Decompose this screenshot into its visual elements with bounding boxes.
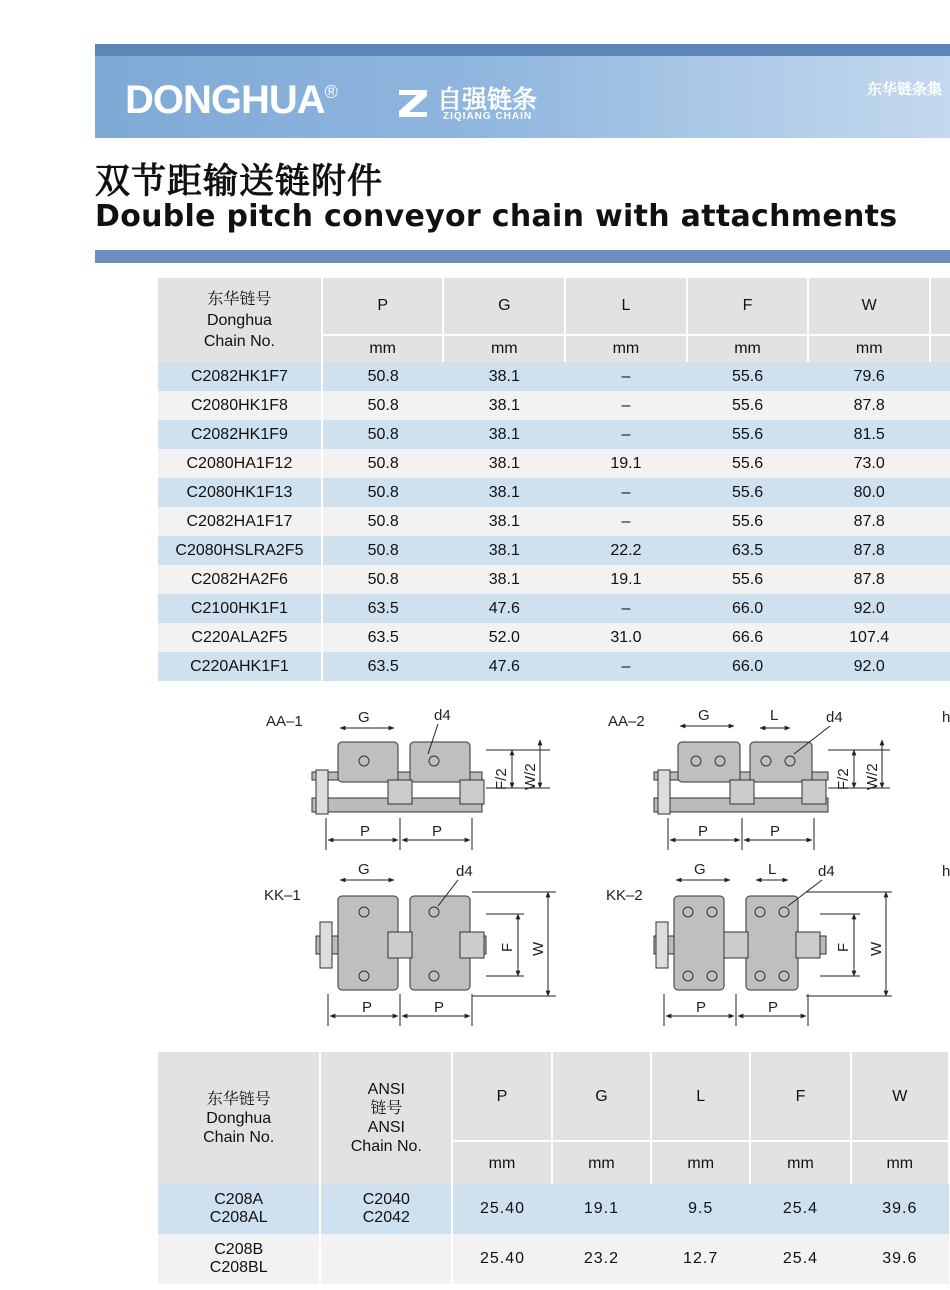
svg-text:F: F bbox=[499, 942, 516, 952]
table-row bbox=[158, 420, 950, 449]
value-cell: 87.8 bbox=[808, 565, 930, 594]
cut-cell bbox=[930, 391, 950, 420]
cut-cell bbox=[930, 478, 950, 507]
value-cell: 50.8 bbox=[322, 565, 444, 594]
svg-text:W: W bbox=[530, 941, 547, 956]
value-cell: 73.0 bbox=[808, 449, 930, 478]
chain-no-cell: C220AHK1F1 bbox=[158, 652, 322, 681]
value-cell: 31.0 bbox=[565, 623, 687, 652]
value-cell: 22.2 bbox=[565, 536, 687, 565]
value-cell: 63.5 bbox=[322, 652, 444, 681]
ansi-cell: C2040 C2042 bbox=[320, 1184, 452, 1234]
brand-cn: 自强链条 bbox=[437, 85, 538, 114]
banner-right-text: 东华链条集 bbox=[867, 80, 943, 98]
chain-no-cell: C2080HK1F13 bbox=[158, 478, 322, 507]
value-cell: 92.0 bbox=[808, 652, 930, 681]
unit-cell-cut bbox=[930, 335, 950, 362]
svg-text:G: G bbox=[694, 861, 706, 878]
spec-table-2 bbox=[158, 1052, 950, 1284]
col-header: G bbox=[552, 1052, 651, 1141]
value-cell: 38.1 bbox=[443, 478, 565, 507]
svg-text:W/2: W/2 bbox=[522, 763, 539, 790]
chain-no-cell: C208A C208AL bbox=[158, 1184, 320, 1234]
page-title-en: Double pitch conveyor chain with attachments bbox=[95, 199, 898, 234]
diagram-kk1 bbox=[264, 861, 556, 1026]
spec-table-1 bbox=[158, 278, 950, 681]
header-banner bbox=[95, 44, 950, 138]
value-cell: 38.1 bbox=[443, 565, 565, 594]
value-cell: 55.6 bbox=[687, 391, 809, 420]
table-row bbox=[158, 652, 950, 681]
table-row bbox=[158, 565, 950, 594]
svg-text:h: h bbox=[942, 863, 950, 880]
cut-cell bbox=[930, 362, 950, 391]
chain-no-cell: C220ALA2F5 bbox=[158, 623, 322, 652]
table-row bbox=[158, 623, 950, 652]
value-cell: 50.8 bbox=[322, 478, 444, 507]
value-cell: – bbox=[565, 507, 687, 536]
chain-no-cell: C2080HSLRA2F5 bbox=[158, 536, 322, 565]
col-header: F bbox=[750, 1052, 850, 1141]
diagram-label: KK–1 bbox=[264, 887, 301, 904]
value-cell: – bbox=[565, 652, 687, 681]
chain-no-cell: C2082HK1F7 bbox=[158, 362, 322, 391]
value-cell: 19.1 bbox=[565, 565, 687, 594]
chain-no-cell: C2082HA2F6 bbox=[158, 565, 322, 594]
svg-text:L: L bbox=[770, 707, 779, 724]
svg-text:G: G bbox=[698, 707, 710, 724]
unit-cell: mm bbox=[808, 335, 930, 362]
unit-cell: mm bbox=[750, 1141, 850, 1184]
value-cell: 63.5 bbox=[322, 623, 444, 652]
value-cell: 25.40 bbox=[452, 1234, 552, 1284]
value-cell: 92.0 bbox=[808, 594, 930, 623]
value-cell: 55.6 bbox=[687, 565, 809, 594]
value-cell: 39.6 bbox=[851, 1234, 949, 1284]
table-row bbox=[158, 507, 950, 536]
svg-text:F/2: F/2 bbox=[835, 768, 852, 790]
value-cell: 55.6 bbox=[687, 449, 809, 478]
cut-cell bbox=[930, 449, 950, 478]
chain-no-cell: C2080HK1F8 bbox=[158, 391, 322, 420]
value-cell: – bbox=[565, 478, 687, 507]
svg-text:P: P bbox=[434, 999, 445, 1016]
value-cell: 9.5 bbox=[651, 1184, 750, 1234]
svg-text:P: P bbox=[360, 823, 371, 840]
cut-cell bbox=[930, 623, 950, 652]
value-cell: 63.5 bbox=[687, 536, 809, 565]
page-title-cn: 双节距输送链附件 bbox=[95, 162, 384, 202]
value-cell: 38.1 bbox=[443, 536, 565, 565]
table-row bbox=[158, 362, 950, 391]
value-cell: 81.5 bbox=[808, 420, 930, 449]
cut-cell bbox=[930, 565, 950, 594]
unit-cell: mm bbox=[851, 1141, 949, 1184]
col-header: L bbox=[651, 1052, 750, 1141]
value-cell: 50.8 bbox=[322, 449, 444, 478]
diagram-kk2 bbox=[606, 861, 950, 1026]
col-header: W bbox=[851, 1052, 949, 1141]
value-cell: 19.1 bbox=[565, 449, 687, 478]
value-cell: 47.6 bbox=[443, 594, 565, 623]
table-row bbox=[158, 478, 950, 507]
value-cell: 87.8 bbox=[808, 536, 930, 565]
diagram-label: AA–1 bbox=[266, 713, 303, 730]
unit-cell: mm bbox=[552, 1141, 651, 1184]
value-cell: 79.6 bbox=[808, 362, 930, 391]
svg-text:d4: d4 bbox=[818, 863, 835, 880]
svg-text:G: G bbox=[358, 709, 370, 726]
diagram-label: AA–2 bbox=[608, 713, 645, 730]
value-cell: 52.0 bbox=[443, 623, 565, 652]
svg-text:P: P bbox=[768, 999, 779, 1016]
value-cell: 38.1 bbox=[443, 391, 565, 420]
table-row bbox=[158, 1184, 949, 1234]
svg-text:P: P bbox=[362, 999, 373, 1016]
value-cell: 66.0 bbox=[687, 652, 809, 681]
chain-no-header: 东华链号 Donghua Chain No. bbox=[158, 278, 322, 362]
chain-no-cell: C2100HK1F1 bbox=[158, 594, 322, 623]
chain-no-cell: C208B C208BL bbox=[158, 1234, 320, 1284]
value-cell: – bbox=[565, 362, 687, 391]
unit-cell: mm bbox=[651, 1141, 750, 1184]
value-cell: 47.6 bbox=[443, 652, 565, 681]
title-rule bbox=[95, 250, 950, 263]
unit-cell: mm bbox=[452, 1141, 552, 1184]
chain-no-header: 东华链号 Donghua Chain No. bbox=[158, 1052, 320, 1184]
value-cell: – bbox=[565, 391, 687, 420]
value-cell: 38.1 bbox=[443, 362, 565, 391]
chain-no-cell: C2082HA1F17 bbox=[158, 507, 322, 536]
svg-text:F: F bbox=[835, 942, 852, 952]
value-cell: 87.8 bbox=[808, 391, 930, 420]
value-cell: 23.2 bbox=[552, 1234, 651, 1284]
value-cell: 107.4 bbox=[808, 623, 930, 652]
svg-text:W/2: W/2 bbox=[864, 763, 881, 790]
unit-cell: mm bbox=[322, 335, 444, 362]
value-cell: 55.6 bbox=[687, 420, 809, 449]
cut-cell bbox=[930, 420, 950, 449]
unit-cell: mm bbox=[565, 335, 687, 362]
value-cell: 12.7 bbox=[651, 1234, 750, 1284]
svg-text:d4: d4 bbox=[456, 863, 473, 880]
value-cell: 50.8 bbox=[322, 420, 444, 449]
unit-cell: mm bbox=[687, 335, 809, 362]
value-cell: 38.1 bbox=[443, 507, 565, 536]
ziqiang-logo-icon bbox=[397, 86, 431, 120]
table-row bbox=[158, 536, 950, 565]
svg-text:P: P bbox=[698, 823, 709, 840]
table-row bbox=[158, 594, 950, 623]
svg-text:W: W bbox=[868, 941, 885, 956]
svg-text:d4: d4 bbox=[434, 707, 451, 724]
value-cell: 50.8 bbox=[322, 391, 444, 420]
cut-cell bbox=[930, 507, 950, 536]
brand-en: ZIQIANG CHAIN bbox=[443, 111, 533, 122]
cut-cell bbox=[930, 652, 950, 681]
value-cell: 63.5 bbox=[322, 594, 444, 623]
diagram-aa2 bbox=[608, 707, 950, 850]
value-cell: – bbox=[565, 420, 687, 449]
value-cell: 55.6 bbox=[687, 362, 809, 391]
value-cell: 50.8 bbox=[322, 536, 444, 565]
table-row bbox=[158, 1234, 949, 1284]
table-row bbox=[158, 391, 950, 420]
value-cell: 50.8 bbox=[322, 507, 444, 536]
value-cell: 38.1 bbox=[443, 420, 565, 449]
svg-text:G: G bbox=[358, 861, 370, 878]
cut-cell bbox=[930, 536, 950, 565]
ansi-header: ANSI 链号 ANSI Chain No. bbox=[320, 1052, 452, 1184]
value-cell: 25.4 bbox=[750, 1234, 850, 1284]
value-cell: 38.1 bbox=[443, 449, 565, 478]
value-cell: 55.6 bbox=[687, 507, 809, 536]
value-cell: 19.1 bbox=[552, 1184, 651, 1234]
diagram-aa1 bbox=[266, 707, 550, 850]
svg-text:L: L bbox=[768, 861, 777, 878]
svg-text:d4: d4 bbox=[826, 709, 843, 726]
value-cell: 66.0 bbox=[687, 594, 809, 623]
value-cell: 80.0 bbox=[808, 478, 930, 507]
value-cell: 25.4 bbox=[750, 1184, 850, 1234]
value-cell: 87.8 bbox=[808, 507, 930, 536]
chain-no-cell: C2082HK1F9 bbox=[158, 420, 322, 449]
svg-text:P: P bbox=[432, 823, 443, 840]
chain-no-cell: C2080HA1F12 bbox=[158, 449, 322, 478]
value-cell: 66.6 bbox=[687, 623, 809, 652]
ansi-cell bbox=[320, 1234, 452, 1284]
col-header: G bbox=[443, 278, 565, 335]
table-row bbox=[158, 449, 950, 478]
col-header-cut bbox=[930, 278, 950, 335]
value-cell: 55.6 bbox=[687, 478, 809, 507]
svg-text:h: h bbox=[942, 709, 950, 726]
value-cell: 50.8 bbox=[322, 362, 444, 391]
col-header: F bbox=[687, 278, 809, 335]
col-header: W bbox=[808, 278, 930, 335]
brand-name: DONGHUA® bbox=[125, 78, 337, 122]
col-header: P bbox=[452, 1052, 552, 1141]
value-cell: – bbox=[565, 594, 687, 623]
diagram-label: KK–2 bbox=[606, 887, 643, 904]
col-header: L bbox=[565, 278, 687, 335]
svg-text:P: P bbox=[696, 999, 707, 1016]
value-cell: 39.6 bbox=[851, 1184, 949, 1234]
svg-text:P: P bbox=[770, 823, 781, 840]
attachment-diagrams bbox=[250, 700, 950, 1030]
value-cell: 25.40 bbox=[452, 1184, 552, 1234]
unit-cell: mm bbox=[443, 335, 565, 362]
svg-text:F/2: F/2 bbox=[493, 768, 510, 790]
cut-cell bbox=[930, 594, 950, 623]
col-header: P bbox=[322, 278, 444, 335]
